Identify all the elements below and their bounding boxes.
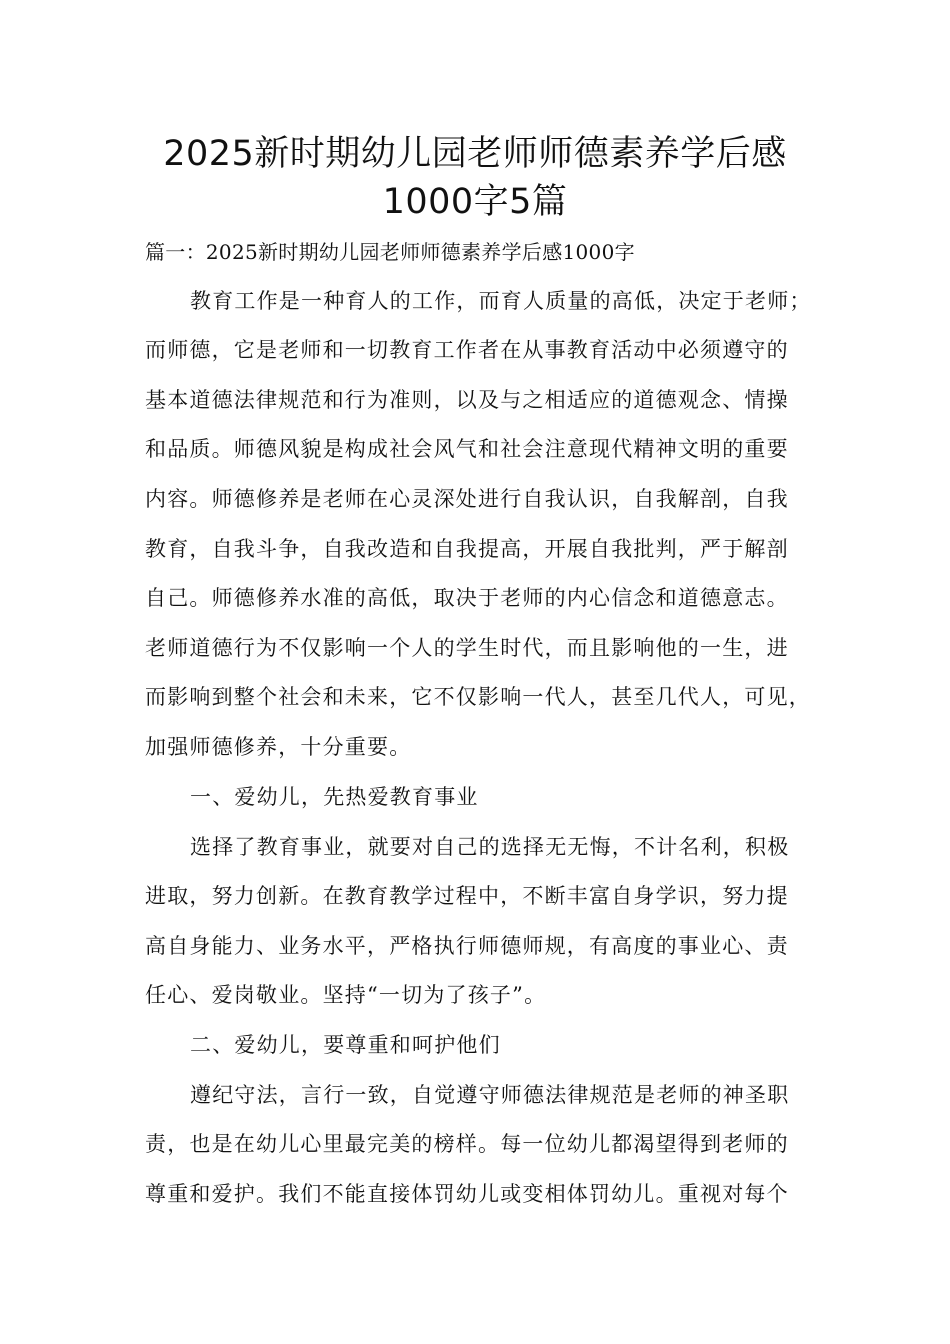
document-title-line-1: 2025新时期幼儿园老师师德素养学后感 bbox=[163, 134, 787, 174]
paragraph-line: 遵纪守法，言行一致，自觉遵守师德法律规范是老师的神圣职 bbox=[190, 1083, 790, 1107]
paragraph-line: 选择了教育事业，就要对自己的选择无无悔，不计名利，积极 bbox=[190, 835, 790, 859]
subsection-heading: 二、爱幼儿，要尊重和呵护他们 bbox=[190, 1033, 501, 1057]
document-title-line-2: 1000字5篇 bbox=[382, 182, 568, 222]
paragraph-line: 教育，自我斗争，自我改造和自我提高，开展自我批判，严于解剖 bbox=[145, 537, 789, 561]
paragraph-line: 基本道德法律规范和行为准则，以及与之相适应的道德观念、情操 bbox=[145, 388, 789, 412]
paragraph-line: 老师道德行为不仅影响一个人的学生时代，而且影响他的一生，进 bbox=[145, 636, 789, 660]
paragraph-line: 自己。师德修养水准的高低，取决于老师的内心信念和道德意志。 bbox=[145, 586, 789, 610]
paragraph-line: 教育工作是一种育人的工作，而育人质量的高低，决定于老师； bbox=[190, 289, 812, 313]
paragraph-line: 尊重和爱护。我们不能直接体罚幼儿或变相体罚幼儿。重视对每个 bbox=[145, 1182, 789, 1206]
paragraph-line: 而影响到整个社会和未来，它不仅影响一代人，甚至几代人，可见， bbox=[145, 685, 811, 709]
paragraph-line: 而师德，它是老师和一切教育工作者在从事教育活动中必须遵守的 bbox=[145, 338, 789, 362]
paragraph-line: 高自身能力、业务水平，严格执行师德师规，有高度的事业心、责 bbox=[145, 934, 789, 958]
section-heading: 篇一：2025新时期幼儿园老师师德素养学后感1000字 bbox=[145, 240, 635, 264]
paragraph-line: 加强师德修养，十分重要。 bbox=[145, 735, 412, 759]
paragraph-line: 和品质。师德风貌是构成社会风气和社会注意现代精神文明的重要 bbox=[145, 437, 789, 461]
paragraph-line: 责，也是在幼儿心里最完美的榜样。每一位幼儿都渴望得到老师的 bbox=[145, 1132, 789, 1156]
subsection-heading: 一、爱幼儿，先热爱教育事业 bbox=[190, 785, 479, 809]
paragraph-line: 任心、爱岗敬业。坚持“一切为了孩子”。 bbox=[145, 983, 547, 1007]
paragraph-line: 内容。师德修养是老师在心灵深处进行自我认识，自我解剖，自我 bbox=[145, 487, 789, 511]
paragraph-line: 进取，努力创新。在教育教学过程中，不断丰富自身学识，努力提 bbox=[145, 884, 789, 908]
